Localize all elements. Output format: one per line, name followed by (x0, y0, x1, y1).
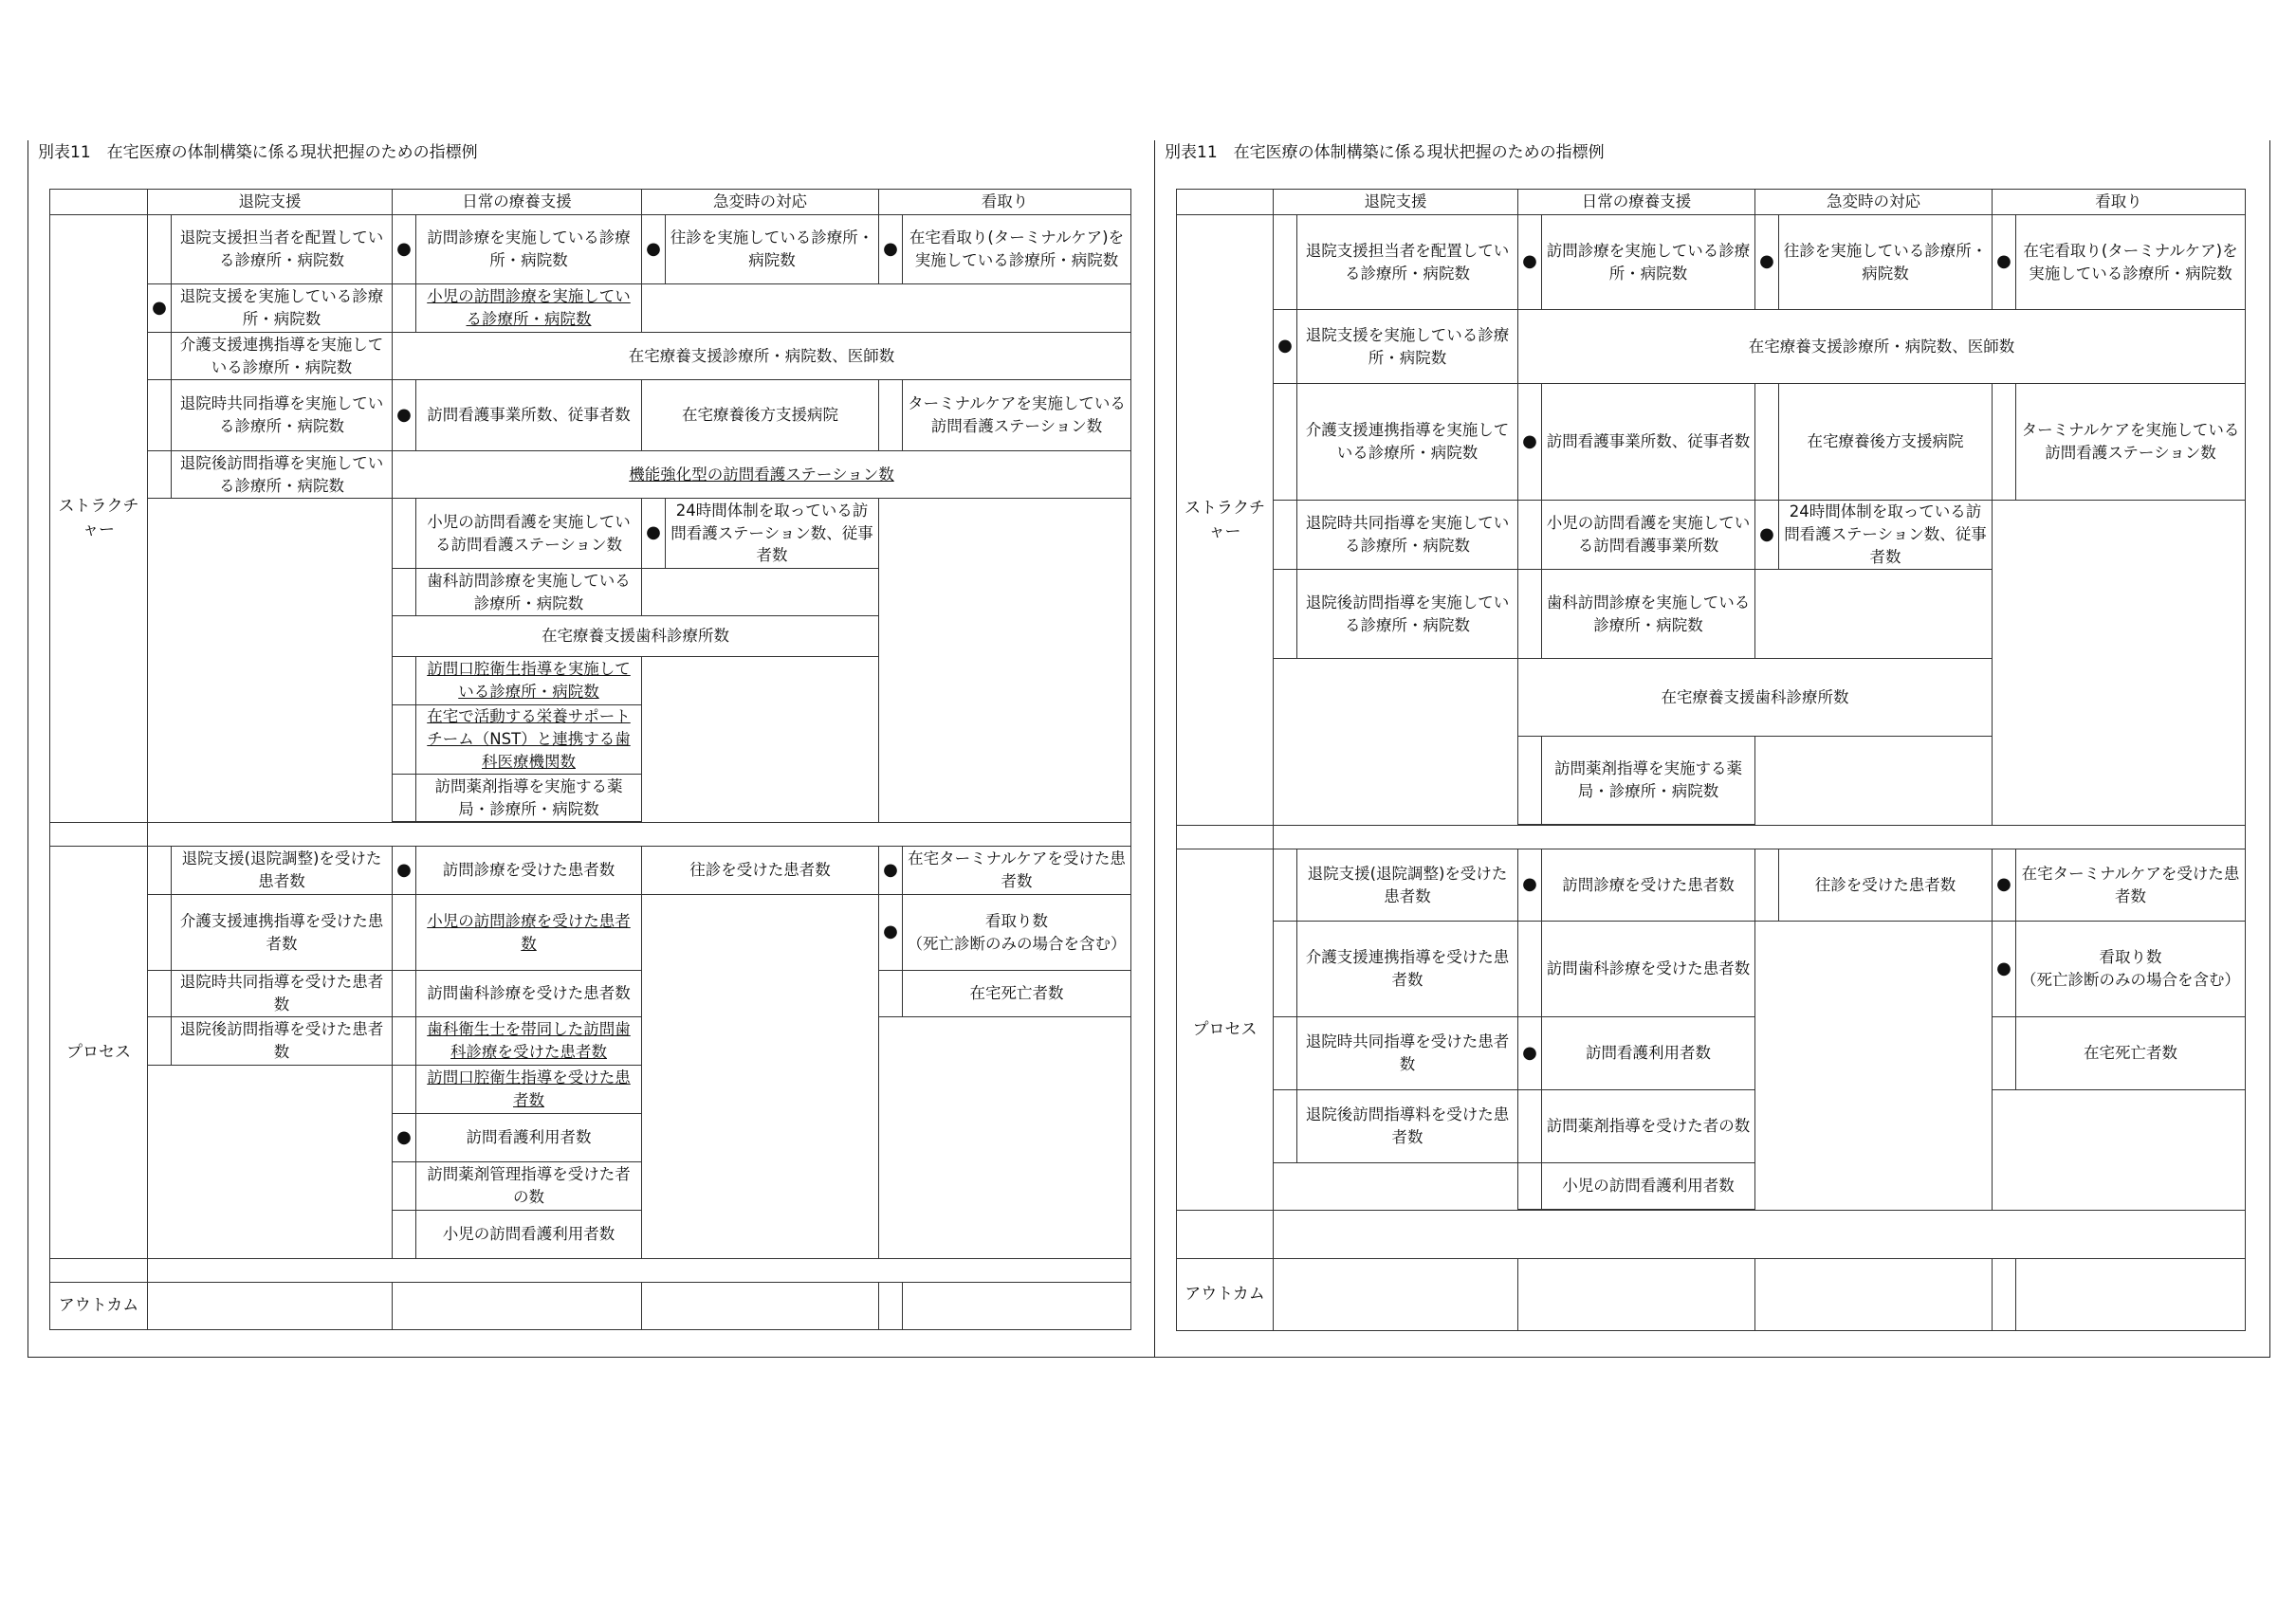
indicator: 訪問診療を受けた患者数 (416, 847, 642, 895)
indicator: 訪問薬剤指導を受けた者の数 (1542, 1090, 1755, 1163)
indicator: 訪問看護事業所数、従事者数 (416, 380, 642, 451)
left-indicator-table (49, 189, 1131, 1330)
indicator: 訪問薬剤指導を実施する薬局・診療所・病院数 (416, 775, 642, 822)
bullet-icon: ● (1518, 849, 1542, 922)
bullet-icon: ● (1518, 384, 1542, 501)
indicator: 小児の訪問看護利用者数 (416, 1210, 642, 1258)
indicator: 訪問薬剤管理指導を受けた者の数 (416, 1161, 642, 1210)
bullet-icon: ● (1755, 215, 1779, 310)
indicator: 訪問口腔衛生指導を実施している診療所・病院数 (416, 657, 642, 705)
bullet-icon: ● (1755, 501, 1779, 570)
indicator: 退院時共同指導を受けた患者数 (172, 971, 393, 1017)
bullet-icon: ● (879, 895, 903, 971)
indicator: 歯科訪問診療を実施している診療所・病院数 (1542, 570, 1755, 659)
header-discharge: 退院支援 (1274, 190, 1518, 215)
bullet-icon: ● (642, 215, 666, 284)
indicator: 在宅ターミナルケアを受けた患者数 (2016, 849, 2246, 922)
indicator: 退院支援担当者を配置している診療所・病院数 (1297, 215, 1518, 310)
indicator: 在宅療養後方支援病院 (642, 380, 879, 451)
indicator: 在宅療養支援診療所・病院数、医師数 (1518, 310, 2246, 384)
indicator: 退院後訪問指導を実施している診療所・病院数 (172, 451, 393, 499)
indicator: 訪問診療を受けた患者数 (1542, 849, 1755, 922)
indicator: 訪問看護事業所数、従事者数 (1542, 384, 1755, 501)
indicator: ターミナルケアを実施している訪問看護ステーション数 (2016, 384, 2246, 501)
corner-cell (1177, 190, 1274, 215)
indicator: 介護支援連携指導を受けた患者数 (172, 895, 393, 971)
indicator: 在宅死亡者数 (903, 971, 1131, 1017)
bullet-icon: ● (879, 847, 903, 895)
indicator: 看取り数 （死亡診断のみの場合を含む） (903, 895, 1131, 971)
corner-cell (50, 190, 148, 215)
indicator: 在宅療養支援歯科診療所数 (393, 616, 879, 657)
indicator: 退院時共同指導を実施している診療所・病院数 (1297, 501, 1518, 570)
bullet-icon: ● (1993, 849, 2016, 922)
indicator: 介護支援連携指導を実施している診療所・病院数 (1297, 384, 1518, 501)
right-page-title: 別表11 在宅医療の体制構築に係る現状把握のための指標例 (1165, 143, 1605, 162)
header-daily-care: 日常の療養支援 (393, 190, 642, 215)
indicator: 退院後訪問指導を受けた患者数 (172, 1016, 393, 1065)
indicator: 在宅療養支援歯科診療所数 (1518, 659, 1993, 737)
header-end-of-life: 看取り (1993, 190, 2246, 215)
section-structure: ストラクチャー (1177, 215, 1274, 826)
indicator: 看取り数 （死亡診断のみの場合を含む） (2016, 922, 2246, 1017)
indicator: 訪問看護利用者数 (416, 1113, 642, 1161)
indicator: 訪問看護利用者数 (1542, 1017, 1755, 1090)
indicator: 小児の訪問診療を実施している診療所・病院数 (416, 284, 642, 333)
indicator: 訪問歯科診療を受けた患者数 (416, 971, 642, 1017)
indicator: 小児の訪問看護利用者数 (1542, 1163, 1755, 1210)
section-structure: ストラクチャー (50, 215, 148, 823)
header-discharge: 退院支援 (148, 190, 393, 215)
indicator: 機能強化型の訪問看護ステーション数 (393, 451, 1131, 499)
bullet-icon: ● (1518, 215, 1542, 310)
header-daily-care: 日常の療養支援 (1518, 190, 1755, 215)
indicator: 歯科訪問診療を実施している診療所・病院数 (416, 569, 642, 616)
bullet-icon: ● (393, 380, 416, 451)
indicator: 在宅療養支援診療所・病院数、医師数 (393, 333, 1131, 380)
section-outcome: アウトカム (50, 1282, 148, 1329)
indicator: 介護支援連携指導を実施している診療所・病院数 (172, 333, 393, 380)
bullet-icon: ● (148, 284, 172, 333)
indicator: 在宅療養後方支援病院 (1779, 384, 1993, 501)
bullet-icon: ● (1993, 215, 2016, 310)
indicator: 退院支援(退院調整)を受けた患者数 (172, 847, 393, 895)
bullet-icon: ● (1518, 1017, 1542, 1090)
indicator: 訪問薬剤指導を実施する薬局・診療所・病院数 (1542, 737, 1755, 825)
indicator: 退院支援を実施している診療所・病院数 (1297, 310, 1518, 384)
indicator: 小児の訪問診療を受けた患者数 (416, 895, 642, 971)
bullet-icon: ● (879, 215, 903, 284)
indicator: 24時間体制を取っている訪問看護ステーション数、従事者数 (1779, 501, 1993, 570)
indicator: 往診を受けた患者数 (642, 847, 879, 895)
indicator: 往診を実施している診療所・病院数 (1779, 215, 1993, 310)
indicator: 退院支援を実施している診療所・病院数 (172, 284, 393, 333)
indicator: 退院時共同指導を受けた患者数 (1297, 1017, 1518, 1090)
indicator: 歯科衛生士を帯同した訪問歯科診療を受けた患者数 (416, 1016, 642, 1065)
right-indicator-table (1176, 189, 2246, 1331)
indicator: 小児の訪問看護を実施している訪問看護ステーション数 (416, 499, 642, 569)
indicator: 在宅看取り(ターミナルケア)を実施している診療所・病院数 (903, 215, 1131, 284)
header-end-of-life: 看取り (879, 190, 1131, 215)
bullet-icon: ● (393, 847, 416, 895)
indicator: 訪問歯科診療を受けた患者数 (1542, 922, 1755, 1017)
indicator: 往診を実施している診療所・病院数 (666, 215, 879, 284)
indicator: 介護支援連携指導を受けた患者数 (1297, 922, 1518, 1017)
bullet-icon: ● (393, 1113, 416, 1161)
header-emergency: 急変時の対応 (642, 190, 879, 215)
section-outcome: アウトカム (1177, 1259, 1274, 1331)
indicator: 訪問診療を実施している診療所・病院数 (416, 215, 642, 284)
indicator: 退院後訪問指導料を受けた患者数 (1297, 1090, 1518, 1163)
indicator: 小児の訪問看護を実施している訪問看護事業所数 (1542, 501, 1755, 570)
bullet-icon: ● (1993, 922, 2016, 1017)
indicator: 退院支援担当者を配置している診療所・病院数 (172, 215, 393, 284)
left-page-title: 別表11 在宅医療の体制構築に係る現状把握のための指標例 (38, 143, 478, 162)
header-emergency: 急変時の対応 (1755, 190, 1993, 215)
indicator: 退院後訪問指導を実施している診療所・病院数 (1297, 570, 1518, 659)
section-process: プロセス (1177, 849, 1274, 1211)
indicator: 訪問口腔衛生指導を受けた患者数 (416, 1065, 642, 1113)
section-process: プロセス (50, 847, 148, 1259)
bullet-icon: ● (1274, 310, 1297, 384)
indicator: 訪問診療を実施している診療所・病院数 (1542, 215, 1755, 310)
bullet-icon: ● (393, 215, 416, 284)
indicator: 在宅死亡者数 (2016, 1017, 2246, 1090)
indicator: 24時間体制を取っている訪問看護ステーション数、従事者数 (666, 499, 879, 569)
indicator: 在宅看取り(ターミナルケア)を実施している診療所・病院数 (2016, 215, 2246, 310)
indicator: 在宅ターミナルケアを受けた患者数 (903, 847, 1131, 895)
indicator: ターミナルケアを実施している訪問看護ステーション数 (903, 380, 1131, 451)
bullet-icon: ● (642, 499, 666, 569)
indicator: 往診を受けた患者数 (1779, 849, 1993, 922)
indicator: 退院時共同指導を実施している診療所・病院数 (172, 380, 393, 451)
indicator: 在宅で活動する栄養サポートチーム（NST）と連携する歯科医療機関数 (416, 705, 642, 775)
indicator: 退院支援(退院調整)を受けた患者数 (1297, 849, 1518, 922)
